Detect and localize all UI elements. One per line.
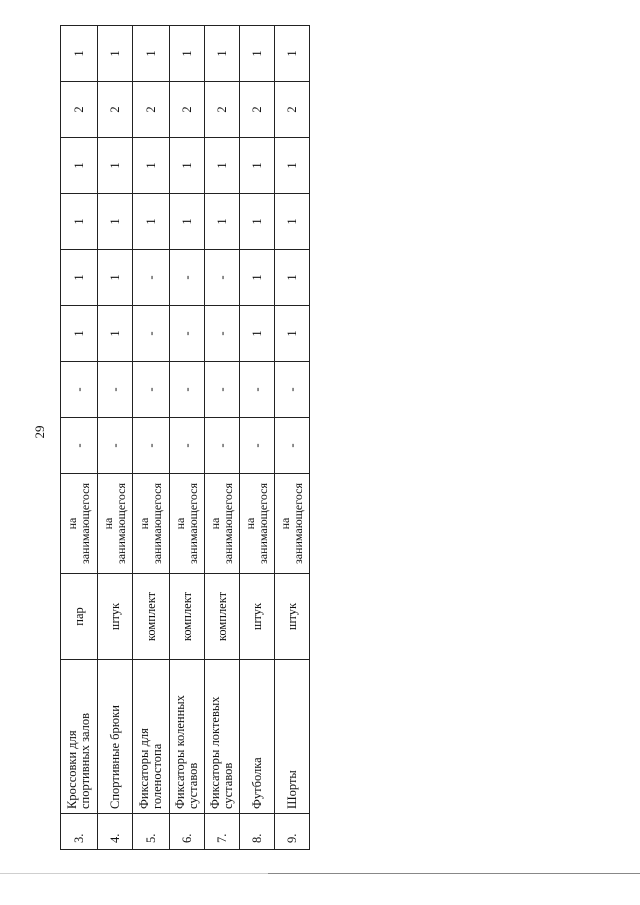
equipment-table bbox=[60, 25, 310, 850]
row-number: 5. bbox=[133, 814, 170, 850]
quantity-cell: 1 bbox=[98, 306, 133, 362]
table-row bbox=[98, 26, 133, 850]
quantity-cell: 1 bbox=[205, 26, 240, 82]
quantity-cell: - bbox=[170, 250, 205, 306]
quantity-cell: 2 bbox=[275, 82, 310, 138]
calculation-unit: на занимающегося bbox=[205, 474, 240, 574]
quantity-cell: 1 bbox=[170, 194, 205, 250]
calculation-unit: на занимающегося bbox=[98, 474, 133, 574]
quantity-cell: 2 bbox=[240, 82, 275, 138]
table-row bbox=[170, 26, 205, 850]
quantity-cell: 1 bbox=[133, 138, 170, 194]
quantity-cell: - bbox=[133, 306, 170, 362]
scan-edge-line bbox=[268, 873, 640, 874]
quantity-cell: 1 bbox=[98, 250, 133, 306]
quantity-cell: 1 bbox=[205, 138, 240, 194]
row-number: 7. bbox=[205, 814, 240, 850]
quantity-cell: 1 bbox=[240, 194, 275, 250]
table-row bbox=[275, 26, 310, 850]
calculation-unit: на занимающегося bbox=[240, 474, 275, 574]
quantity-cell: 1 bbox=[61, 26, 98, 82]
item-name: Фиксаторы локтевых суставов bbox=[205, 660, 240, 814]
row-number: 8. bbox=[240, 814, 275, 850]
quantity-cell: 1 bbox=[61, 250, 98, 306]
unit-of-measure: пар bbox=[61, 574, 98, 660]
item-name: Спортивные брюки bbox=[98, 660, 133, 814]
row-number: 6. bbox=[170, 814, 205, 850]
quantity-cell: 1 bbox=[275, 306, 310, 362]
quantity-cell: - bbox=[133, 362, 170, 418]
calculation-unit: на занимающегося bbox=[275, 474, 310, 574]
quantity-cell: 2 bbox=[170, 82, 205, 138]
calculation-unit: на занимающегося bbox=[61, 474, 98, 574]
calculation-unit: на занимающегося bbox=[133, 474, 170, 574]
unit-of-measure: штук bbox=[275, 574, 310, 660]
unit-of-measure: штук bbox=[98, 574, 133, 660]
quantity-cell: 2 bbox=[133, 82, 170, 138]
unit-of-measure: штук bbox=[240, 574, 275, 660]
quantity-cell: 1 bbox=[170, 138, 205, 194]
quantity-cell: 1 bbox=[170, 26, 205, 82]
quantity-cell: 1 bbox=[133, 194, 170, 250]
item-name: Шорты bbox=[275, 660, 310, 814]
unit-of-measure: комплект bbox=[170, 574, 205, 660]
calculation-unit: на занимающегося bbox=[170, 474, 205, 574]
unit-of-measure: комплект bbox=[205, 574, 240, 660]
quantity-cell: 1 bbox=[275, 250, 310, 306]
table-row bbox=[133, 26, 170, 850]
quantity-cell: 1 bbox=[205, 194, 240, 250]
quantity-cell: - bbox=[98, 418, 133, 474]
quantity-cell: 1 bbox=[275, 138, 310, 194]
quantity-cell: - bbox=[240, 362, 275, 418]
quantity-cell: - bbox=[205, 362, 240, 418]
quantity-cell: - bbox=[205, 250, 240, 306]
quantity-cell: 2 bbox=[205, 82, 240, 138]
quantity-cell: 1 bbox=[98, 138, 133, 194]
scan-edge-line bbox=[0, 873, 268, 874]
quantity-cell: 1 bbox=[61, 138, 98, 194]
row-number: 3. bbox=[61, 814, 98, 850]
quantity-cell: - bbox=[205, 306, 240, 362]
quantity-cell: - bbox=[61, 418, 98, 474]
quantity-cell: 1 bbox=[61, 306, 98, 362]
quantity-cell: 1 bbox=[240, 26, 275, 82]
table-row bbox=[205, 26, 240, 850]
unit-of-measure: комплект bbox=[133, 574, 170, 660]
row-number: 9. bbox=[275, 814, 310, 850]
quantity-cell: 1 bbox=[133, 26, 170, 82]
quantity-cell: 1 bbox=[275, 26, 310, 82]
equipment-table-container bbox=[60, 30, 305, 850]
quantity-cell: 1 bbox=[275, 194, 310, 250]
item-name: Фиксаторы коленных суставов bbox=[170, 660, 205, 814]
quantity-cell: 1 bbox=[61, 194, 98, 250]
quantity-cell: - bbox=[170, 362, 205, 418]
table-row bbox=[240, 26, 275, 850]
quantity-cell: - bbox=[133, 250, 170, 306]
table-row bbox=[61, 26, 98, 850]
quantity-cell: 1 bbox=[240, 138, 275, 194]
quantity-cell: - bbox=[275, 418, 310, 474]
quantity-cell: - bbox=[275, 362, 310, 418]
quantity-cell: 1 bbox=[240, 250, 275, 306]
quantity-cell: - bbox=[170, 418, 205, 474]
quantity-cell: - bbox=[205, 418, 240, 474]
quantity-cell: - bbox=[98, 362, 133, 418]
page-number: 29 bbox=[32, 425, 47, 439]
quantity-cell: 1 bbox=[98, 26, 133, 82]
quantity-cell: - bbox=[133, 418, 170, 474]
quantity-cell: - bbox=[240, 418, 275, 474]
row-number: 4. bbox=[98, 814, 133, 850]
quantity-cell: 2 bbox=[98, 82, 133, 138]
quantity-cell: - bbox=[170, 306, 205, 362]
quantity-cell: 1 bbox=[240, 306, 275, 362]
quantity-cell: - bbox=[61, 362, 98, 418]
quantity-cell: 2 bbox=[61, 82, 98, 138]
item-name: Кроссовки для спортивных залов bbox=[61, 660, 98, 814]
item-name: Футболка bbox=[240, 660, 275, 814]
quantity-cell: 1 bbox=[98, 194, 133, 250]
item-name: Фиксаторы для голеностопа bbox=[133, 660, 170, 814]
